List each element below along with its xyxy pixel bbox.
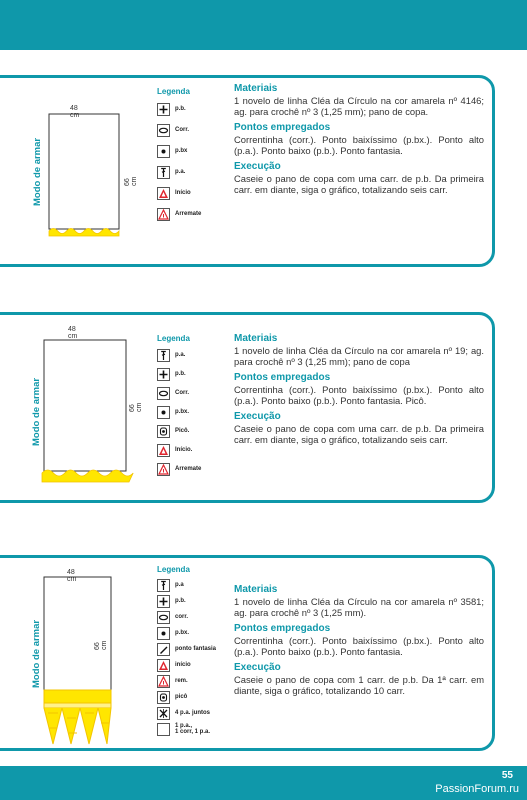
pattern-card-3 bbox=[0, 555, 495, 751]
legend-item bbox=[157, 689, 237, 705]
legend-item bbox=[157, 593, 237, 609]
fancy-stitch-icon bbox=[157, 643, 170, 656]
dot-icon bbox=[157, 145, 170, 158]
dot-icon bbox=[157, 627, 170, 640]
legend-item-label: 4 p.a. juntos bbox=[175, 709, 211, 716]
execution-text: Caseie o pano de copa com uma carr. de p.b. Da primeira carr. em diante, siga o gráfico, totalizando seis carr. bbox=[234, 423, 484, 445]
legend-item-label: p.a. bbox=[175, 169, 186, 176]
legend-item-label: Picô. bbox=[175, 428, 190, 435]
legend-item-label: rem. bbox=[175, 677, 188, 684]
width-label: 48 cm bbox=[70, 105, 80, 119]
site-watermark: PassionForum.ru bbox=[435, 783, 519, 795]
end-arrow-icon bbox=[157, 463, 170, 476]
stitches-text: Correntinha (corr.). Ponto baixíssimo (p.bx.). Ponto alto (p.a.). Ponto baixo (p.b.). Ponto fantasia. bbox=[234, 134, 484, 156]
page-number: 55 bbox=[501, 770, 513, 781]
assembly-mode-label: Modo de armar bbox=[31, 619, 42, 688]
height-label: 66 cm bbox=[124, 176, 138, 186]
assembly-mode-label: Modo de armar bbox=[32, 137, 43, 206]
materials-heading: Materiais bbox=[234, 584, 278, 595]
oval-icon bbox=[157, 611, 170, 624]
legend-title: Legenda bbox=[157, 565, 190, 574]
legend-item-label: Início. bbox=[175, 447, 193, 454]
legend-item bbox=[157, 403, 237, 422]
legend-item-label: p.b. bbox=[175, 597, 186, 604]
legend-item bbox=[157, 346, 237, 365]
legend-item bbox=[157, 705, 237, 721]
legend-item-label: 1 p.a., 1 corr, 1 p.a. bbox=[175, 722, 211, 735]
legend bbox=[157, 87, 237, 225]
start-arrow-icon bbox=[157, 187, 170, 200]
crochet-edging bbox=[42, 470, 133, 482]
dot-icon bbox=[157, 406, 170, 419]
legend-item-label: picô bbox=[175, 693, 188, 700]
legend-item bbox=[157, 384, 237, 403]
width-label: 48 cm bbox=[68, 326, 78, 340]
legend-item bbox=[157, 657, 237, 673]
execution-heading: Execução bbox=[234, 161, 281, 172]
legend-item bbox=[157, 609, 237, 625]
assembly-mode-label: Modo de armar bbox=[31, 377, 42, 446]
start-arrow-icon bbox=[157, 659, 170, 672]
plus-icon bbox=[157, 595, 170, 608]
tall-stitch-icon bbox=[157, 349, 170, 362]
legend bbox=[157, 334, 237, 479]
towel-drawing bbox=[0, 315, 133, 490]
towel-drawing bbox=[0, 558, 123, 748]
legend-item-label: p.b. bbox=[175, 106, 186, 113]
legend-item bbox=[157, 120, 237, 141]
legend-item bbox=[157, 577, 237, 593]
start-arrow-icon bbox=[157, 444, 170, 457]
legend-item bbox=[157, 365, 237, 384]
legend-item-label: p.b. bbox=[175, 371, 186, 378]
tall-stitch-icon bbox=[157, 166, 170, 179]
legend-item-label: p.a. bbox=[175, 352, 186, 359]
legend-item-label: Arremate bbox=[175, 211, 202, 218]
execution-text: Caseie o pano de copa com uma carr. de p.b. Da primeira carr. em diante, siga o gráfico, totalizando seis carr. bbox=[234, 173, 484, 195]
materials-text: 1 novelo de linha Cléa da Círculo na cor amarela nº 19; ag. para crochê nº 3 (1,25 mm); pano de copa bbox=[234, 345, 484, 367]
instructions bbox=[234, 83, 484, 200]
stitches-heading: Pontos empregados bbox=[234, 623, 331, 634]
crochet-edging bbox=[49, 229, 119, 237]
plus-icon bbox=[157, 368, 170, 381]
execution-heading: Execução bbox=[234, 411, 281, 422]
plus-icon bbox=[157, 103, 170, 116]
legend-item-label: Arremate bbox=[175, 466, 202, 473]
legend-item-label: p.bx bbox=[175, 148, 188, 155]
legend-item-label: Corr. bbox=[175, 390, 190, 397]
legend-item-label: início bbox=[175, 661, 191, 668]
legend-item-label: Corr. bbox=[175, 127, 190, 134]
legend-item bbox=[157, 99, 237, 120]
legend-item bbox=[157, 625, 237, 641]
legend-item-label: p.bx. bbox=[175, 409, 190, 416]
empty-box-icon bbox=[157, 723, 170, 736]
legend-item bbox=[157, 641, 237, 657]
stitches-heading: Pontos empregados bbox=[234, 122, 331, 133]
crochet-edging bbox=[44, 690, 111, 744]
stitches-text: Correntinha (corr.). Ponto baixíssimo (p.bx.). Ponto alto (p.a.). Ponto baixo (p.b.). Ponto fantasia. bbox=[234, 635, 484, 657]
legend-item bbox=[157, 441, 237, 460]
legend bbox=[157, 565, 237, 737]
cross-box-icon bbox=[157, 707, 170, 720]
legend-item-label: p.bx. bbox=[175, 629, 190, 636]
height-label: 66 cm bbox=[129, 402, 143, 412]
pattern-card-1 bbox=[0, 75, 495, 267]
width-label: 48 cm bbox=[67, 569, 77, 583]
picot-icon bbox=[157, 425, 170, 438]
oval-icon bbox=[157, 387, 170, 400]
stitches-heading: Pontos empregados bbox=[234, 372, 331, 383]
legend-item-label: Início bbox=[175, 190, 191, 197]
legend-item bbox=[157, 460, 237, 479]
picot-icon bbox=[157, 691, 170, 704]
end-arrow-icon bbox=[157, 208, 170, 221]
materials-text: 1 novelo de linha Cléa da Círculo na cor amarela nº 4146; ag. para crochê nº 3 (1,25 mm); pano de copa. bbox=[234, 95, 484, 117]
legend-item bbox=[157, 422, 237, 441]
tall-stitch-icon bbox=[157, 579, 170, 592]
legend-item-label: ponto fantasia bbox=[175, 645, 217, 652]
legend-item-label: p.a bbox=[175, 581, 184, 588]
legend-item bbox=[157, 721, 237, 737]
legend-title: Legenda bbox=[157, 334, 190, 343]
instructions bbox=[234, 584, 484, 701]
legend-title: Legenda bbox=[157, 87, 190, 96]
materials-heading: Materiais bbox=[234, 83, 278, 94]
pattern-card-2 bbox=[0, 312, 495, 503]
stitches-text: Correntinha (corr.). Ponto baixíssimo (p.bx.). Ponto alto (p.a.). Ponto baixo (p.b.). Ponto fantasia. Picô. bbox=[234, 384, 484, 406]
legend-item bbox=[157, 673, 237, 689]
legend-item bbox=[157, 183, 237, 204]
legend-item-label: corr. bbox=[175, 613, 189, 620]
oval-icon bbox=[157, 124, 170, 137]
execution-text: Caseie o pano de copa com 1 carr. de p.b. Da 1ª carr. em diante, siga o gráfico, totalizando 10 carr. bbox=[234, 674, 484, 696]
towel-drawing bbox=[0, 78, 123, 248]
height-label: 66 cm bbox=[94, 640, 108, 650]
materials-text: 1 novelo de linha Cléa da Círculo na cor amarela nº 3581; ag. para crochê nº 3 (1,25 mm). bbox=[234, 596, 484, 618]
legend-item bbox=[157, 162, 237, 183]
instructions bbox=[234, 333, 484, 450]
end-arrow-icon bbox=[157, 675, 170, 688]
materials-heading: Materiais bbox=[234, 333, 278, 344]
legend-item bbox=[157, 141, 237, 162]
execution-heading: Execução bbox=[234, 662, 281, 673]
legend-item bbox=[157, 204, 237, 225]
top-banner bbox=[0, 0, 527, 50]
